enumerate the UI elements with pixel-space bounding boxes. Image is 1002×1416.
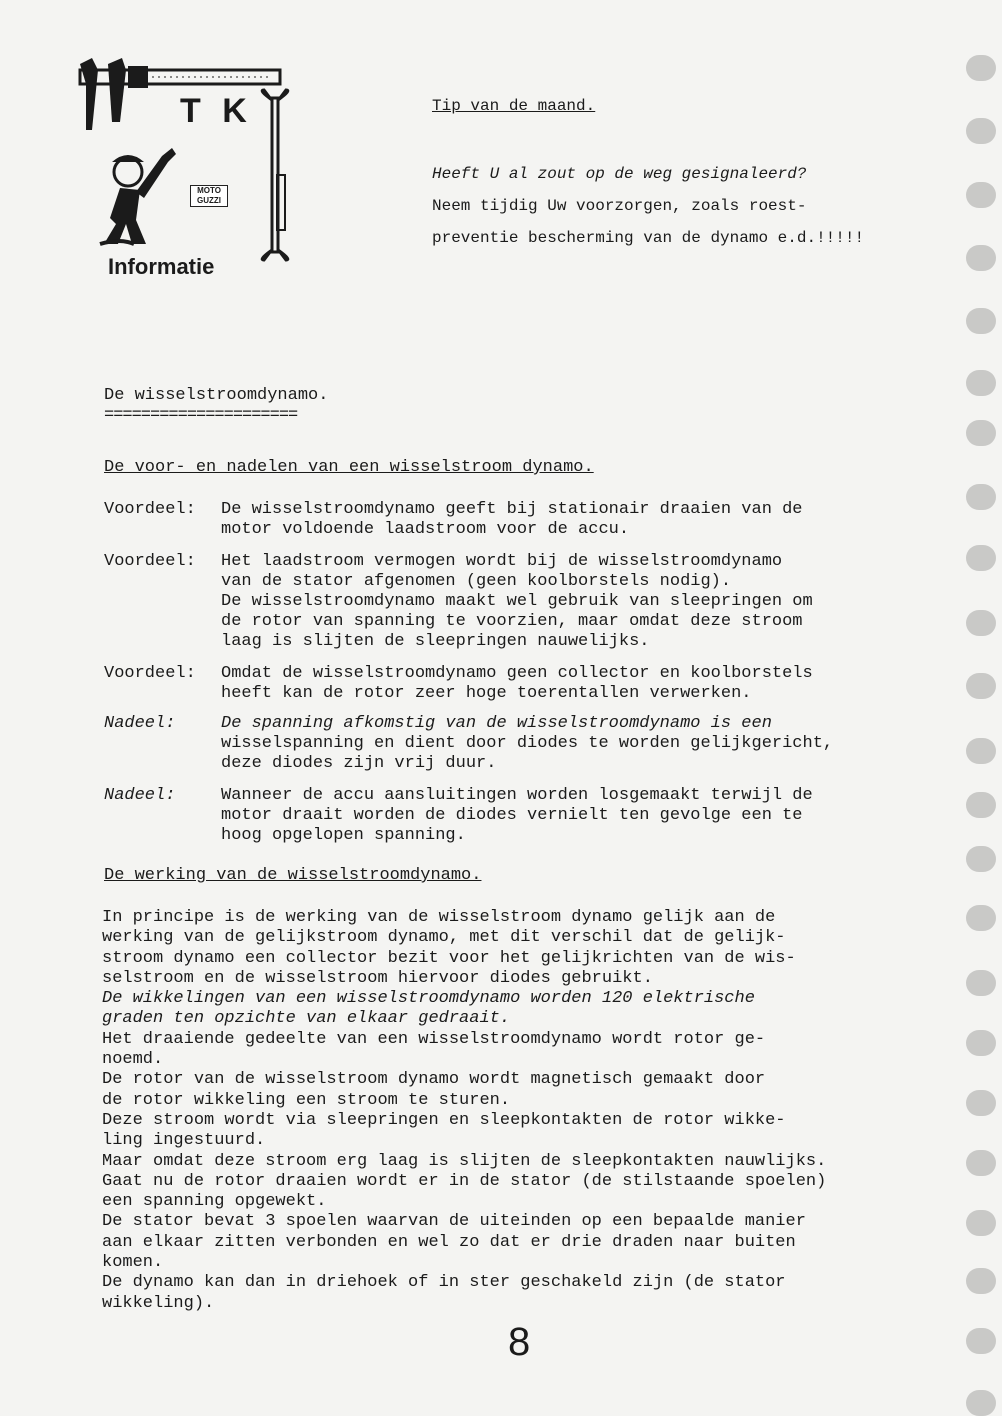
badge-line-1: MOTO <box>197 186 221 195</box>
binder-hole <box>966 1328 996 1354</box>
body-line: Deze stroom wordt via sleepringen en sleepkontakten de rotor wikke- <box>102 1110 786 1130</box>
item-line: laag is slijten de sleepringen nauwelijks. <box>221 632 650 651</box>
operation-body-text <box>102 908 962 1314</box>
binder-hole <box>966 118 996 144</box>
item-label: Voordeel: <box>104 500 196 519</box>
body-line: een spanning opgewekt. <box>102 1192 327 1212</box>
document-title: De wisselstroomdynamo. <box>104 386 329 405</box>
item-text <box>221 500 1002 540</box>
binder-hole <box>966 1030 996 1056</box>
tip-line: Neem tijdig Uw voorzorgen, zoals roest- <box>432 197 807 215</box>
moto-guzzi-badge <box>190 185 228 207</box>
item-text <box>221 552 1002 652</box>
body-line: selstroom en de wisselstroom hiervoor diodes gebruikt. <box>102 968 653 988</box>
section-heading-advantages: De voor- en nadelen van een wisselstroom dynamo. <box>104 458 594 477</box>
body-line: aan elkaar zitten verbonden en wel zo dat er drie draden naar buiten <box>102 1232 796 1252</box>
binder-hole <box>966 420 996 446</box>
body-line: De rotor van de wisselstroom dynamo wordt magnetisch gemaakt door <box>102 1070 766 1090</box>
badge-line-2: GUZZI <box>197 196 221 205</box>
body-line: Gaat nu de rotor draaien wordt er in de stator (de stilstaande spoelen) <box>102 1171 827 1191</box>
item-text <box>221 664 1002 704</box>
item-line: Het laadstroom vermogen wordt bij de wisselstroomdynamo <box>221 552 783 571</box>
binder-hole <box>966 1268 996 1294</box>
item-line: deze diodes zijn vrij duur. <box>221 754 497 773</box>
binder-hole <box>966 55 996 81</box>
item-line: motor draait worden de diodes vernielt ten gevolge een te <box>221 806 803 825</box>
body-line: De stator bevat 3 spoelen waarvan de uiteinden op een bepaalde manier <box>102 1212 806 1232</box>
item-line: De spanning afkomstig van de wisselstroomdynamo is een <box>221 714 772 733</box>
item-line: motor voldoende laadstroom voor de accu. <box>221 520 630 539</box>
binder-hole <box>966 308 996 334</box>
item-line: De wisselstroomdynamo geeft bij stationair draaien van de <box>221 500 803 519</box>
binder-hole <box>966 970 996 996</box>
item-line: wisselspanning en dient door diodes te worden gelijkgericht, <box>221 734 834 753</box>
logo-letters: T K <box>180 92 253 130</box>
item-text <box>221 786 1002 846</box>
item-line: Wanneer de accu aansluitingen worden losgemaakt terwijl de <box>221 786 813 805</box>
body-line: komen. <box>102 1253 164 1273</box>
binder-hole <box>966 1210 996 1236</box>
body-line: graden ten opzichte van elkaar gedraait. <box>102 1009 511 1029</box>
binder-hole <box>966 1090 996 1116</box>
item-line: hoog opgelopen spanning. <box>221 826 466 845</box>
body-line: Maar omdat deze stroom erg laag is slijten de sleepkontakten nauwlijks. <box>102 1151 827 1171</box>
body-line: In principe is de werking van de wisselstroom dynamo gelijk aan de <box>102 908 776 927</box>
body-line: De dynamo kan dan in driehoek of in ster geschakeld zijn (de stator <box>102 1273 786 1293</box>
binder-hole <box>966 182 996 208</box>
binder-hole <box>966 846 996 872</box>
item-line: heeft kan de rotor zeer hoge toerentallen verwerken. <box>221 684 752 703</box>
body-line: De wikkelingen van een wisselstroomdynamo worden 120 elektrische <box>102 989 755 1009</box>
section-heading-operation: De werking van de wisselstroomdynamo. <box>104 866 482 885</box>
body-line: wikkeling). <box>102 1293 215 1313</box>
body-line: werking van de gelijkstroom dynamo, met dit verschil dat de gelijk- <box>102 928 786 948</box>
binder-hole <box>966 905 996 931</box>
item-line: van de stator afgenomen (geen koolborstels nodig). <box>221 572 732 591</box>
tip-line: preventie bescherming van de dynamo e.d.!!!!! <box>432 229 865 247</box>
tip-text <box>432 158 864 254</box>
item-label: Nadeel: <box>104 714 176 733</box>
item-line: de rotor van spanning te voorzien, maar omdat deze stroom <box>221 612 803 631</box>
item-line: De wisselstroomdynamo maakt wel gebruik van sleepringen om <box>221 592 813 611</box>
logo-word: Informatie <box>108 254 215 279</box>
item-line: Omdat de wisselstroomdynamo geen collector en koolborstels <box>221 664 813 683</box>
body-line: ling ingestuurd. <box>102 1131 266 1151</box>
body-line: de rotor wikkeling een stroom te sturen. <box>102 1090 511 1110</box>
item-text <box>221 714 1002 774</box>
body-line: noemd. <box>102 1050 164 1070</box>
page-number: 8 <box>508 1320 531 1364</box>
item-label: Nadeel: <box>104 786 176 805</box>
item-label: Voordeel: <box>104 664 196 683</box>
tip-title: Tip van de maand. <box>432 97 596 115</box>
tip-line: Heeft U al zout op de weg gesignaleerd? <box>432 165 807 183</box>
body-line: Het draaiende gedeelte van een wisselstroomdynamo wordt rotor ge- <box>102 1029 766 1049</box>
binder-hole <box>966 245 996 271</box>
binder-hole <box>966 370 996 396</box>
body-line: stroom dynamo een collector bezit voor het gelijkrichten van de wis- <box>102 948 796 968</box>
binder-hole <box>966 1150 996 1176</box>
binder-hole <box>966 1390 996 1416</box>
title-rule: ===================== <box>104 406 298 425</box>
item-label: Voordeel: <box>104 552 196 571</box>
